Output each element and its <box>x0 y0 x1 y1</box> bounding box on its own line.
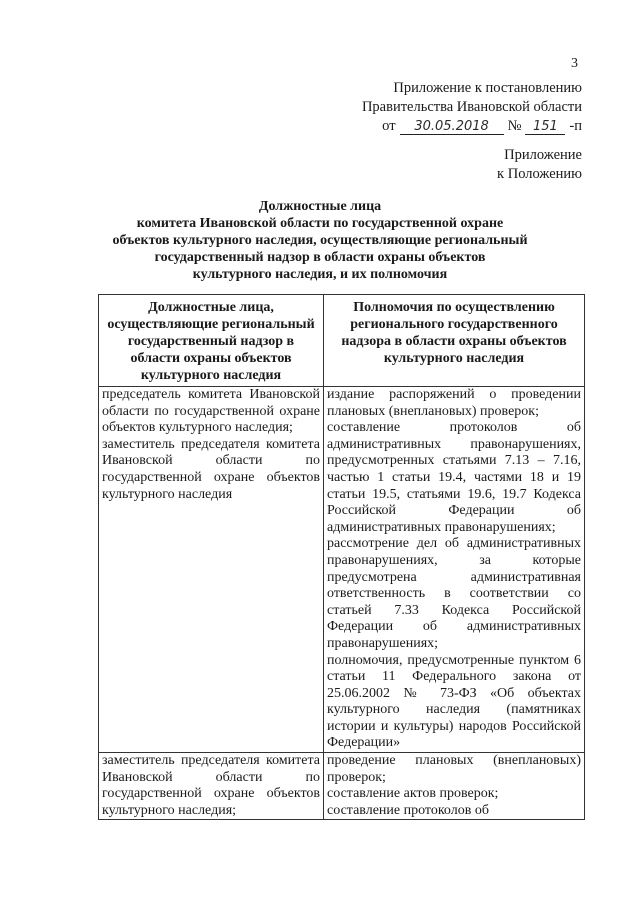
page-number: 3 <box>571 56 578 71</box>
table-row <box>99 753 585 820</box>
power-item: издание распоряжений о проведении плановых (внеплановых) проверок; <box>327 387 581 419</box>
title-line-3: объектов культурного наследия, осуществляющие региональный <box>112 233 528 248</box>
table-row <box>99 387 585 753</box>
appendix-to-regulation <box>402 146 582 184</box>
powers-cell <box>324 387 585 753</box>
appendix-line-1: Приложение к постановлению <box>393 80 582 96</box>
title-line-5: культурного наследия, и их полномочия <box>192 267 448 282</box>
appendix-regulation-line-2: к Положению <box>497 166 582 182</box>
header-powers: Полномочия по осуществлению регионального государственного надзора в области охраны объектов культурного наследия <box>324 295 585 387</box>
resolution-date-number <box>382 117 582 136</box>
resolution-number: 151 <box>525 119 565 135</box>
appendix-line-2: Правительства Ивановской области <box>361 99 582 115</box>
power-item: составление актов проверок; <box>327 786 499 802</box>
official-item: заместитель председателя комитета Ивановской области по государственной охране объектов культурного наследия <box>102 436 320 502</box>
power-item: проведение плановых (внеплановых) проверок; <box>327 753 581 785</box>
title-line-4: государственный надзор в области охраны объектов <box>154 250 486 265</box>
power-item: составление протоколов об административных правонарушениях, предусмотренных статьями 7.13 – 7.16, частью 1 статьи 19.4, частями 18 и 19 статьи 19.5, статьями 19.6, 19.7 Кодекса Российской Федерации об административных правонарушениях; <box>327 420 581 535</box>
appendix-regulation-line-1: Приложение <box>504 147 582 163</box>
officials-cell <box>99 753 324 820</box>
official-item: председатель комитета Ивановской области по государственной охране объектов культурного наследия; <box>102 387 320 436</box>
officials-cell <box>99 387 324 753</box>
power-item: составление протоколов об <box>327 802 489 818</box>
number-suffix: -п <box>569 118 582 134</box>
number-sign: № <box>507 118 522 134</box>
powers-cell <box>324 753 585 820</box>
official-item: заместитель председателя комитета Ивановской области по государственной охране объектов культурного наследия; <box>102 753 320 818</box>
resolution-date: 30.05.2018 <box>400 119 504 135</box>
title-line-2: комитета Ивановской области по государственной охране <box>136 216 504 231</box>
from-prefix: от <box>382 118 396 134</box>
document-title <box>100 198 540 283</box>
appendix-header <box>342 79 582 136</box>
officials-table <box>98 294 584 820</box>
header-officials: Должностные лица, осуществляющие региональный государственный надзор в области охраны объектов культурного наследия <box>99 295 324 387</box>
power-item: полномочия, предусмотренные пунктом 6 статьи 11 Федерального закона от 25.06.2002 № 73-ФЗ «Об объектах культурного наследия (памятниках истории и культуры) народов Российской Федерации» <box>327 652 581 751</box>
title-line-1: Должностные лица <box>258 199 382 214</box>
power-item: рассмотрение дел об административных правонарушениях, за которые предусмотрена административная ответственность в соответствии со статьей 7.33 Кодекса Российской Федерации об административных правонарушениях; <box>327 536 581 651</box>
table-header-row <box>99 295 585 387</box>
